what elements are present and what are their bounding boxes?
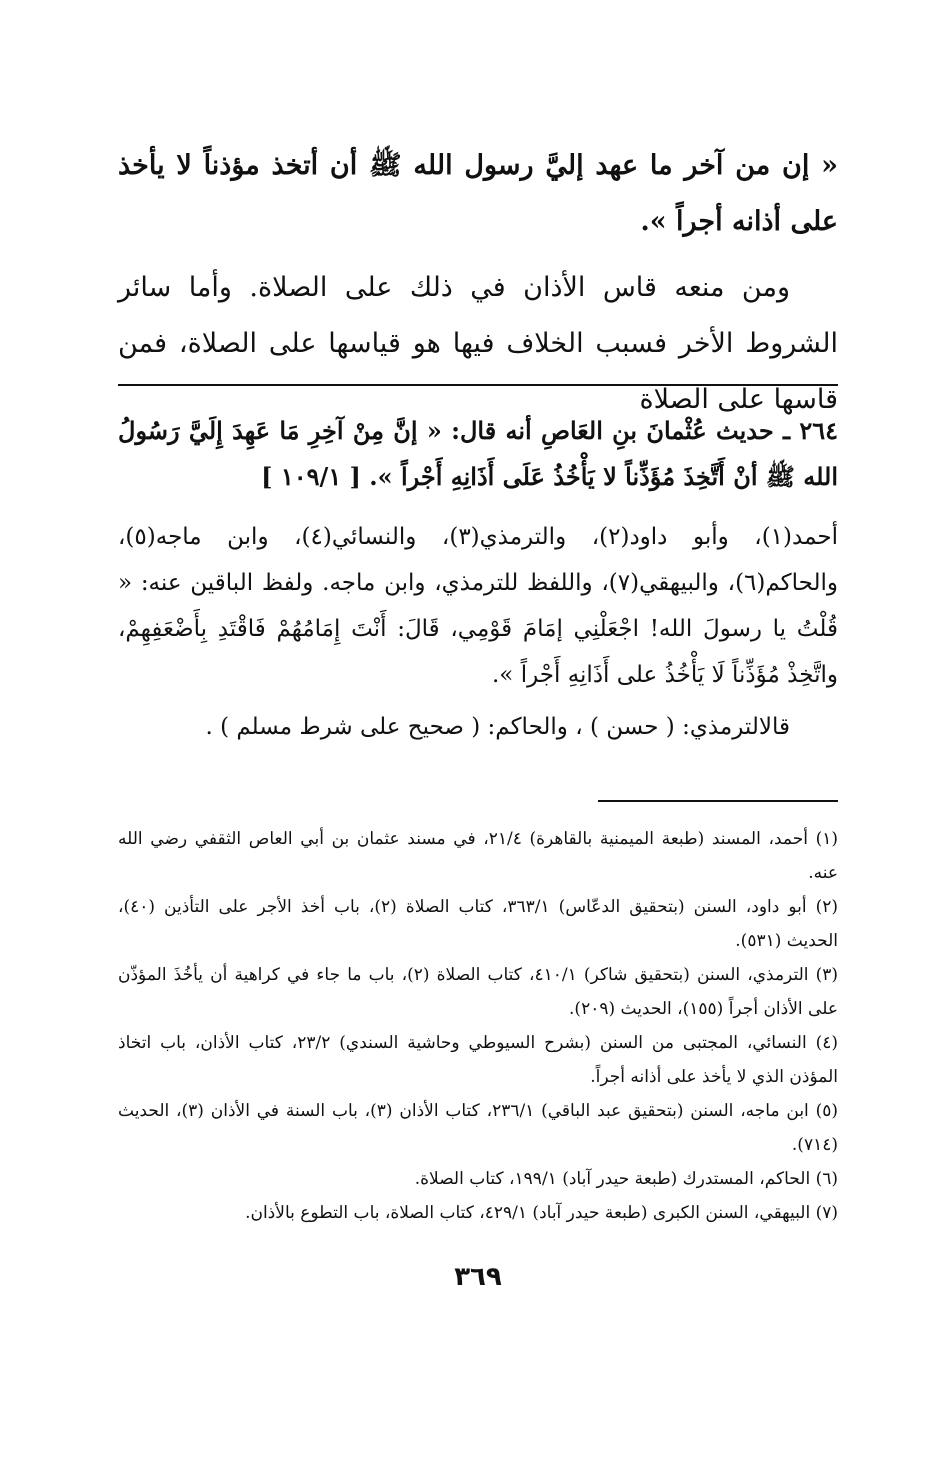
footnotes-list [118,822,838,1230]
footnote: (٣) الترمذي، السنن (بتحقيق شاكر) ٤١٠/١، كتاب الصلاة (٢)، باب ما جاء في كراهية أن يأخُذَ المؤذّن على الأذان أجراً (١٥٥)، الحديث (٢٠٩). [118,965,838,1019]
hadith-quote: « إن من آخر ما عهد إليَّ رسول الله ﷺ أن أتخذ مؤذناً لا يأخذ على أذانه أجراً ». [118,150,838,237]
footnote: (٧) البيهقي، السنن الكبرى (طبعة حيدر آباد) ٤٢٩/١، كتاب الصلاة، باب التطوع بالأذان. [245,1203,838,1223]
footnote: (٢) أبو داود، السنن (بتحقيق الدعّاس) ٣٦٣/١، كتاب الصلاة (٢)، باب أخذ الأجر على التأذين (٤٠)، الحديث (٥٣١). [118,897,839,951]
footnote: (١) أحمد، المسند (طبعة الميمنية بالقاهرة) ٢١/٤، في مسند عثمان بن أبي العاص الثقفي رضي الله عنه. [118,829,838,883]
footnote: (٤) النسائي، المجتبى من السنن (بشرح السيوطي وحاشية السندي) ٢٣/٢، كتاب الأذان، باب اتخاذ المؤذن الذي لا يأخذ على أذانه أجراً. [118,1033,838,1087]
footnote-divider [598,800,838,802]
body-paragraph: ومن منعه قاس الأذان في ذلك على الصلاة. وأما سائر الشروط الأخر فسبب الخلاف فيها هو قياسها على الصلاة، فمن قاسها على الصلاة [118,272,838,415]
footnote: (٥) ابن ماجه، السنن (بتحقيق عبد الباقي) ٢٣٦/١، كتاب الأذان (٣)، باب السنة في الأذان (٣)، الحديث (٧١٤). [118,1101,838,1155]
section-divider [118,384,838,386]
takhrij-paragraph [118,514,838,698]
page-number: ٣٦٩ [454,1262,502,1292]
hadith-entry [118,408,838,500]
hadith-text: ٢٦٤ ـ حديث عُثْمانَ بنِ العَاصِ أنه قال: « إنَّ مِنْ آخِرِ مَا عَهِدَ إِلَيَّ رَسُولُ الله ﷺ أنْ أَتَّخِذَ مُؤَذِّناً لا يَأْخُذُ عَلَى أَذَانِهِ أَجْراً ». [ ١٠٩/١ ] [118,416,838,491]
ruling-line: قالالترمذي: ( حسن ) ، والحاكم: ( صحيح على شرط مسلم ) . [205,714,790,740]
takhrij-text: أحمد(١)، وأبو داود(٢)، والترمذي(٣)، والنسائي(٤)، وابن ماجه(٥)، والحاكم(٦)، والبيهقي(٧)، واللفظ للترمذي، وابن ماجه. ولفظ الباقين عنه: « قُلْتُ يا رسولَ الله! اجْعَلْنِي إمَامَ قَوْمِي، قَالَ: أَنْتَ إِمَامُهُمْ فَاقْتَدِ بِأَضْعَفِهِمْ، واتَّخِذْ مُؤَذِّناً لَا يَأْخُذُ على أَذَانِهِ أَجْراً ». [118,524,838,688]
footnote: (٦) الحاكم، المستدرك (طبعة حيدر آباد) ١٩٩/١، كتاب الصلاة. [414,1169,838,1189]
